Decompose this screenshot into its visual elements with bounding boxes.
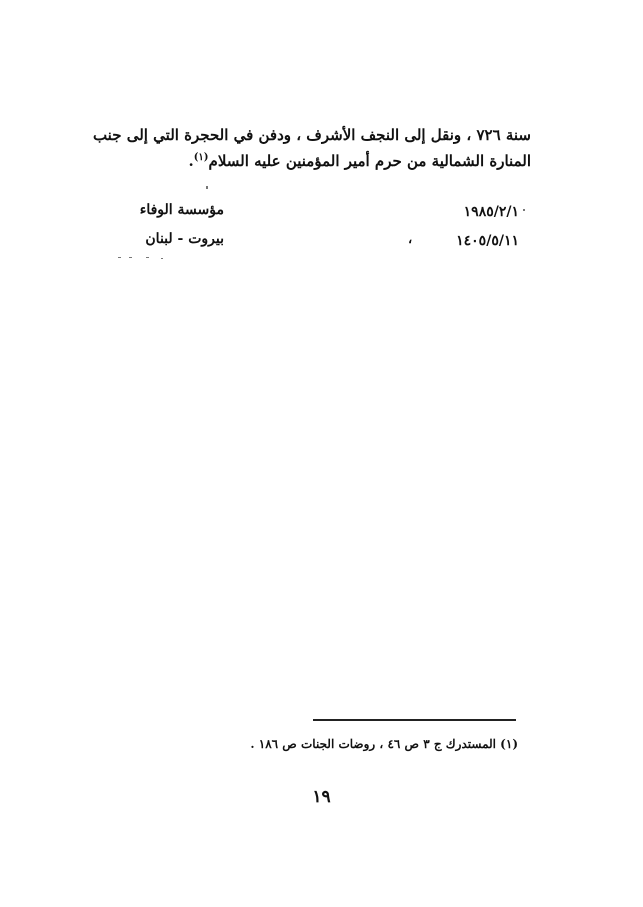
date-gregorian: ١٩٨٥/٢/١ [463, 204, 519, 220]
body-text-line-2 [111, 148, 531, 171]
scan-speck [523, 209, 525, 211]
body-text-line-2-text: المنارة الشمالية من حرم أمير المؤمنين عليه السلام [208, 152, 531, 170]
body-text-line-2-end: . [188, 152, 194, 170]
body-text-line-1: سنة ٧٢٦ ، ونقل إلى النجف الأشرف ، ودفن في الحجرة التي إلى جنب [92, 126, 531, 144]
publisher-name: مؤسسة الوفاء [139, 202, 224, 218]
scan-speck [206, 186, 208, 189]
footnote: (١) المستدرك ج ٣ ص ٤٦ ، روضات الجنات ص ١٨٦ . [250, 737, 518, 751]
scan-speck [129, 257, 132, 258]
scan-speck [118, 257, 121, 258]
footnote-reference: (١) [193, 152, 209, 163]
scan-speck [146, 257, 149, 258]
date-hijri: ١٤٠٥/٥/١١ [456, 233, 519, 249]
separator-mark: ، [408, 232, 413, 247]
footnote-separator [313, 719, 516, 721]
page-number: ١٩ [312, 787, 331, 807]
publisher-location: بيروت - لبنان [145, 231, 224, 247]
scan-speck [161, 258, 163, 259]
